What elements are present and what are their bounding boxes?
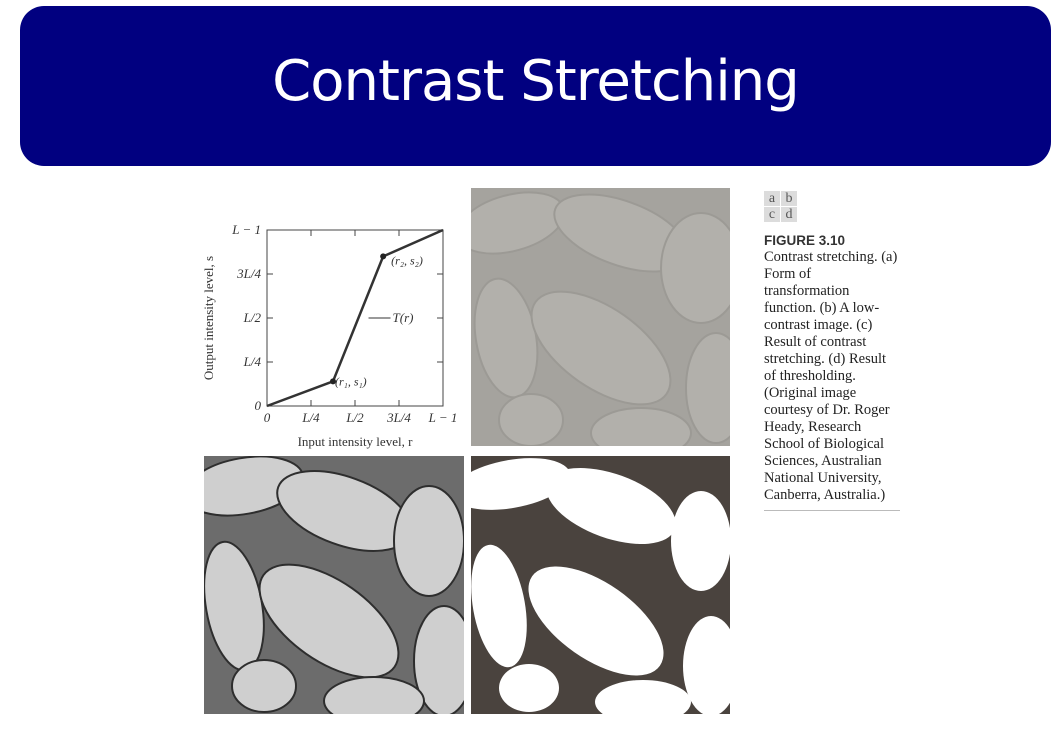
x-axis-label: Input intensity level, r — [297, 434, 413, 449]
annotation-T-r: T(r) — [392, 310, 414, 325]
y-tick-label: L − 1 — [232, 222, 261, 237]
panel-key-c: c — [764, 207, 780, 222]
x-tick-label: 3L/4 — [387, 410, 411, 425]
transformation-chart — [198, 218, 460, 452]
figure-caption-text: Contrast stretching. (a) Form of transformation function. (b) A low-contrast image. (c) Result of contrast stretching. (d) Result of thresholding. (Original image courtesy of Dr. Roger Heady, Research School of Biological Sciences, Australian National University, Canberra, Australia.) — [764, 249, 898, 503]
y-axis-label: Output intensity level, s — [201, 255, 216, 381]
annotation-r1-s1: (r₁, s₁) — [335, 374, 367, 389]
y-tick-label: L/2 — [243, 310, 261, 325]
low-contrast-image — [471, 188, 730, 446]
y-tick-label: 0 — [254, 398, 261, 413]
title-bar — [20, 6, 1051, 166]
x-tick-label: 0 — [263, 410, 271, 425]
y-tick-label: 3L/4 — [237, 266, 261, 281]
thresholded-image — [471, 456, 730, 714]
x-tick-label: L − 1 — [428, 410, 458, 425]
annotation-r2-s2: (r₂, s₂) — [391, 253, 423, 268]
figure-label: FIGURE 3.10 — [764, 233, 846, 248]
x-tick-label: L/2 — [346, 410, 364, 425]
panel-key — [764, 191, 797, 222]
figure-caption — [764, 232, 900, 511]
x-tick-label: L/4 — [302, 410, 320, 425]
contrast-stretched-image — [204, 456, 464, 714]
panel-key-a: a — [764, 191, 780, 206]
y-tick-label: L/4 — [243, 354, 261, 369]
data-point — [380, 253, 386, 259]
panel-key-b: b — [781, 191, 797, 206]
panel-key-d: d — [781, 207, 797, 222]
page-title: Contrast Stretching — [272, 48, 799, 114]
